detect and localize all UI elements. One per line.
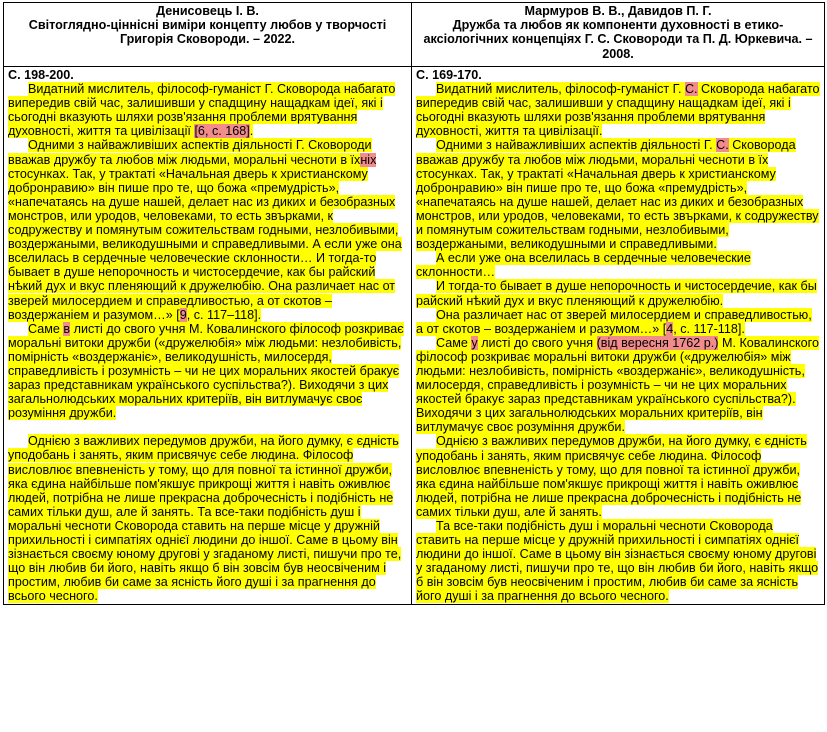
right-paragraph-7 (416, 434, 820, 519)
text-fragment: Саме (28, 321, 64, 336)
right-page-ref: С. 169-170. (416, 68, 482, 82)
text-fragment: Сковорода набагато випередив свій час, залишивши у спадщину нащадкам ідеї, які і сьогодні вказують шляхи розв'язання проблеми врятування духовності, життя та цивілізації. (416, 82, 820, 139)
left-paragraph-2 (8, 138, 407, 321)
text-fragment: стосунках. Так, у трактаті «Начальная дверь к христианскому добронравию» він пише про те, що божа «премудрість», «напечатаясь на душе нашей, делает нас из диких и безобразных монстров, или уродов, человеками, то есть звърками, к содружеству и помянутым сожительствам годными, незлобивыми, воздержаными, великодушными и справедливыми. А если уже она вселилась в сердечные человеческие склонности… И тогда-то бывает в душе непорочность и чистосердечие, как бы райский нѣкий дух и вкус пленяющий к дружелюбію. Она различает нас от зверей милосердием и справедливостью, а от скотов – воздержаніем и разумом…» [ (8, 166, 402, 322)
diff-fragment: у (471, 335, 478, 350)
diff-fragment: (від вересня 1762 р.) (596, 335, 719, 350)
right-paragraph-2 (416, 138, 820, 251)
text-fragment: Видатний мислитель, філософ-гуманіст Г. (436, 82, 685, 97)
text-fragment: А если уже она вселилась в сердечные человеческие склонности… (416, 251, 751, 280)
left-paragraph-4 (8, 434, 407, 603)
diff-fragment: 9 (179, 307, 187, 322)
right-paragraph-8 (416, 519, 820, 604)
right-source-header (412, 3, 825, 67)
left-page-ref: С. 198-200. (8, 68, 74, 82)
right-paragraph-3 (416, 251, 820, 279)
text-fragment: листі до свого учня (477, 335, 597, 350)
diff-fragment: С. (716, 138, 729, 153)
left-paragraph-3 (8, 322, 407, 421)
left-text-cell (4, 67, 412, 605)
header-row (4, 3, 825, 67)
left-paragraph-1 (8, 82, 407, 138)
text-fragment: Видатний мислитель, філософ-гуманіст Г. Сковорода набагато випередив свій час, залишивши у спадщину нащадкам ідеї, які і сьогодні вказують шляхи розв'язання проблеми врятування духовності, життя та цивілізації (8, 82, 396, 139)
left-source-header (4, 3, 412, 67)
paragraph-gap (8, 420, 407, 434)
left-title: Світоглядно-ціннісні виміри концепту любов у творчості Григорія Сковороди. – 2022. (28, 18, 387, 47)
diff-fragment: [6, с. 168] (194, 124, 250, 139)
right-paragraph-6 (416, 336, 820, 435)
text-fragment: Та все-таки подібність душ і моральні чесноти Сковорода ставить на перше місце у дружній прихильності і симпатіях однієї людини до іншої. Саме в цьому він зізнається своєму юному другові у згаданому листі, пишучи про те, що він любив би його, навіть якщо б він зовсім був неосвіченим і простим, любив би саме за ясність його душі і за прагнення до всього чесного. (416, 519, 819, 604)
text-fragment: Сковорода вважав дружбу та любов між людьми, моральні чесноти в їх стосунках. Так, у трактаті «Начальная дверь к христианскому добронравию» він пише про те, що божа «премудрість», «напечатаясь на душе нашей, делает нас из диких и безобразных монстров, или уродов, человеками, то есть звърками, к содружеству и помянутым сожительствам годными, незлобивыми, воздержаными, великодушными и справедливыми. (416, 138, 819, 252)
right-author: Мармуров В. В., Давидов П. Г. (524, 4, 712, 18)
left-author: Денисовець І. В. (156, 4, 259, 18)
text-fragment: Однією з важливих передумов дружби, на його думку, є єдність уподобань і занять, яким присвячує себе людина. Філософ висловлює впевненість у тому, що для повної та істинної дружби, яка єдина найбільше пом'якшує прикрощі життя і навіть оживлює людей, потрібна не лише прекрасна доброчесність і подібність не самих тільки душ, але й занять. (416, 434, 807, 519)
comparison-table (3, 2, 825, 605)
text-fragment: И тогда-то бывает в душе непорочность и чистосердечие, как бы райский нѣкий дух и вкус пленяющий к дружелюбію. (416, 279, 817, 308)
right-paragraph-4 (416, 279, 820, 307)
text-fragment: Однією з важливих передумов дружби, на його думку, є єдність уподобань і занять, яким присвячує себе людина. Філософ висловлює впевненість у тому, що для повної та істинної дружби, яка єдина найбільше пом'якшує прикрощі життя і навіть оживлює людей, потрібна не лише прекрасна доброчесність і подібність не самих тільки душ, але й занять. Та все-таки подібність душ і моральні чесноти Сковорода ставить на перше місце у дружній прихильності і симпатіях однієї людини до іншої. Саме в цьому він зізнається своєму юному другові у згаданому листі, пишучи про те, що він любив би його, навіть якщо б він зовсім був неосвіченим і простим, любив би саме за ясність його душі і за прагнення до всього чесного. (8, 434, 402, 604)
right-paragraph-5 (416, 308, 820, 336)
text-fragment: Одними з найважливіших аспектів діяльності Г. (436, 138, 717, 153)
right-title: Дружба та любов як компоненти духовності в етико-аксіологічних концепціях Г. С. Сковороди та П. Д. Юркевича. – 2008. (423, 18, 813, 61)
text-fragment: Одними з найважливіших аспектів діяльності Г. Сковороди вважав дружбу та любов між людьми, моральні чесноти в їх (8, 138, 372, 167)
text-fragment: , с. 117-118]. (673, 321, 745, 336)
diff-fragment: С. (684, 82, 698, 97)
text-fragment: М. Ковалинского філософ розкриває моральні витоки дружби («дружелюбія» між людьми: незлобивість, помірність «воздержаніє», великодушність, милосердя, справедливість і розумність – чи не цих моральних якостей бракує зараз представникам українського суспільства?). Виходячи з цих загальнолюдських моральних критеріїв, він витлумачує своє розуміння дружби. (416, 335, 819, 435)
text-fragment: . (249, 124, 254, 139)
right-text-cell (412, 67, 825, 605)
text-fragment: Она различает нас от зверей милосердием и справедливостью, а от скотов – воздержаніем и разумом…» [ (416, 307, 812, 336)
diff-fragment: 4 (666, 321, 674, 336)
right-paragraph-1 (416, 82, 820, 138)
diff-fragment: в (63, 321, 71, 336)
text-fragment: листі до свого учня М. Ковалинского філософ розкриває моральні витоки дружби («дружелюбія» між людьми: незлобивість, помірність «воздержаніє», великодушність, милосердя, справедливість і розумність – чи не цих моральних якостей бракує зараз представникам українського суспільства?). Виходячи з цих загальнолюдських моральних критеріїв, він витлумачує своє розуміння дружби. (8, 321, 404, 421)
text-fragment: Саме (436, 335, 472, 350)
text-fragment: , с. 117–118]. (186, 307, 262, 322)
diff-fragment: ніх (360, 152, 377, 167)
body-row (4, 67, 825, 605)
